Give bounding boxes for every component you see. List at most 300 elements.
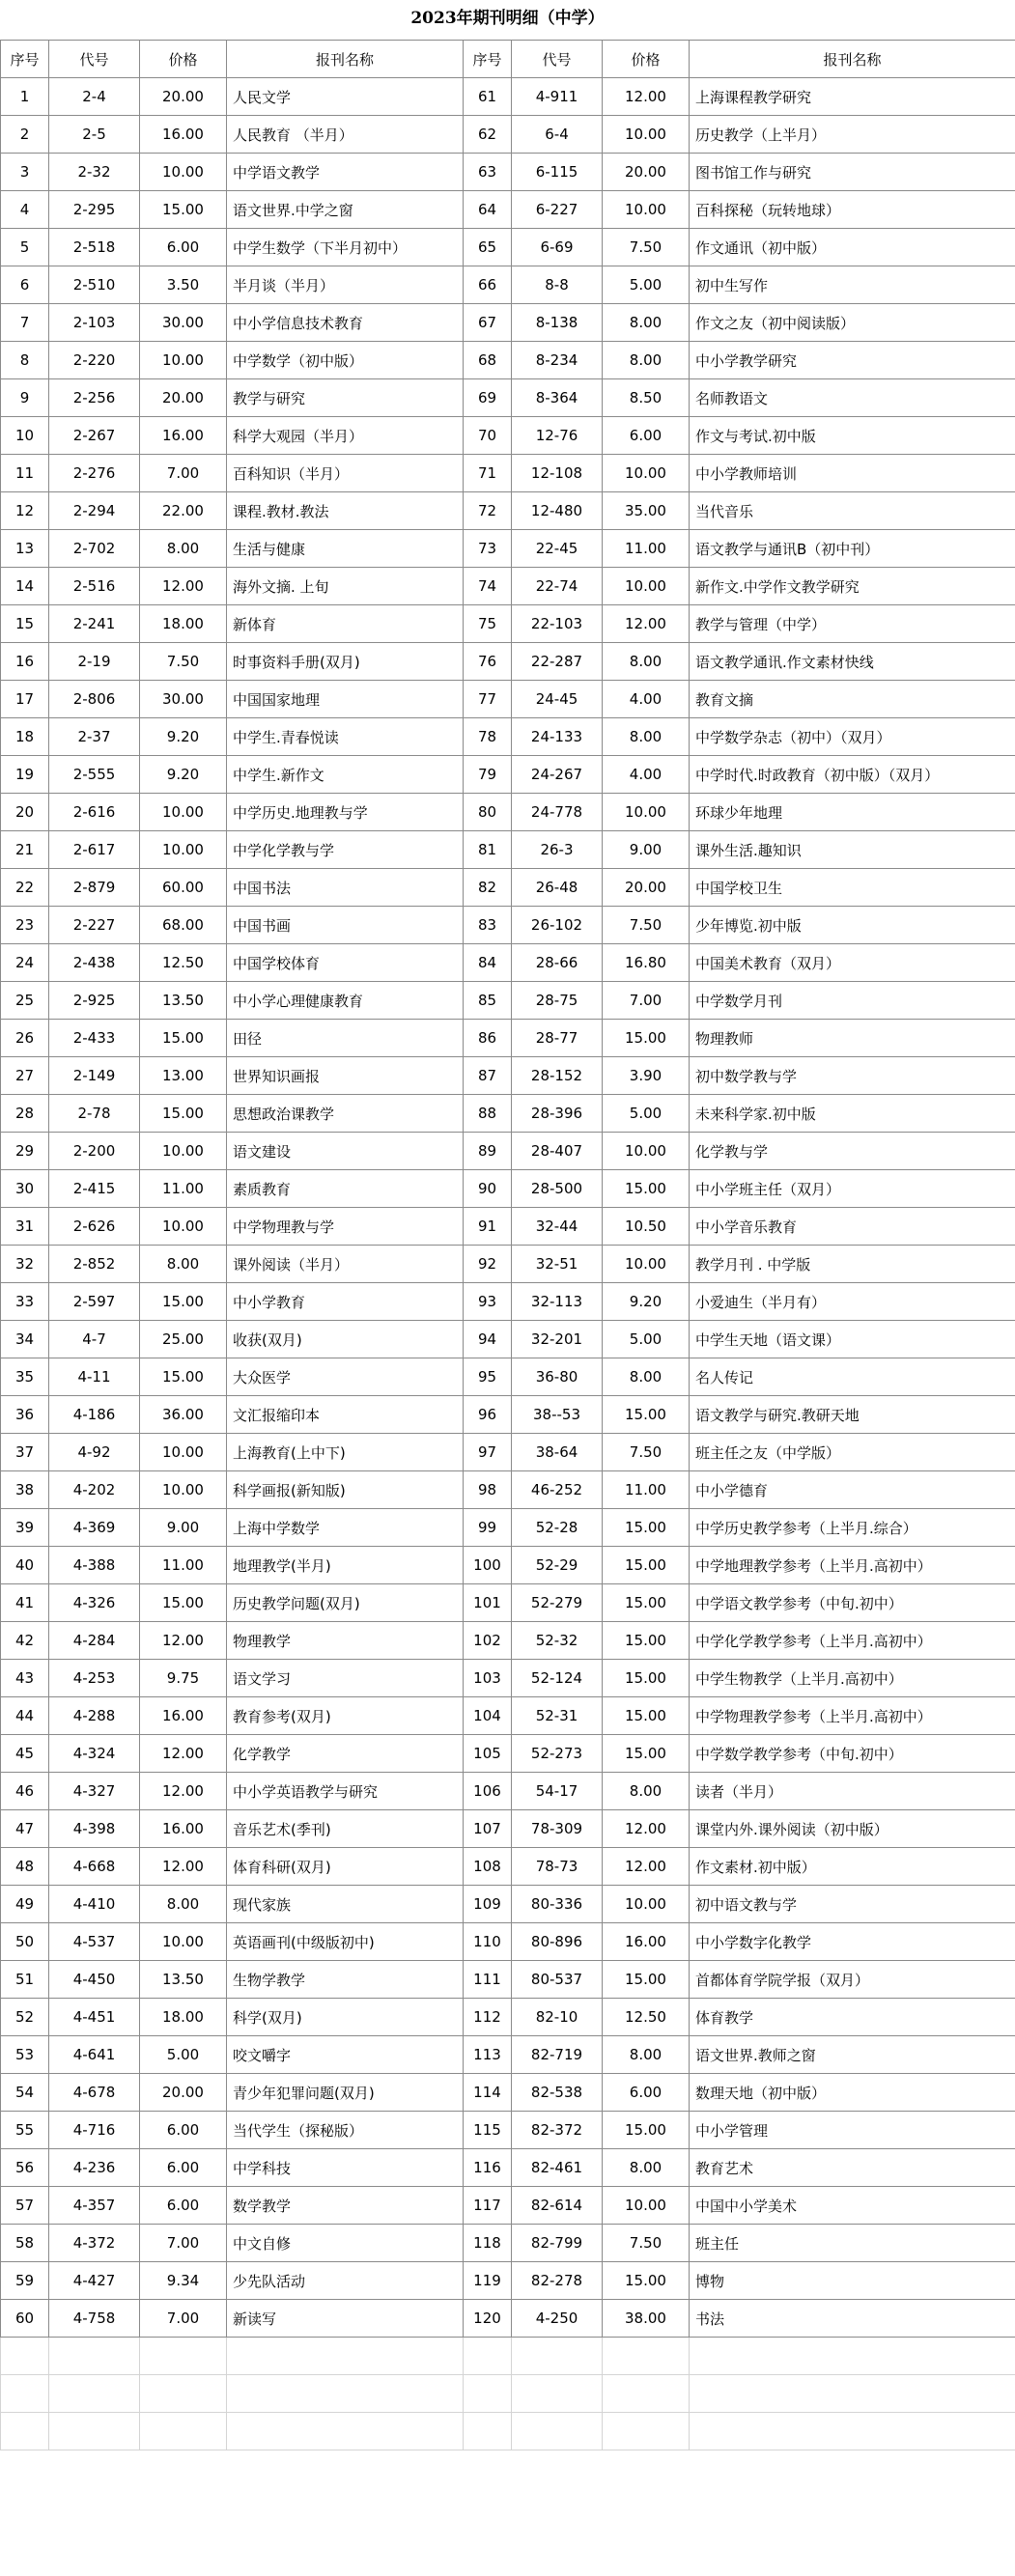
code-cell: 8-234 (512, 342, 603, 379)
table-row (1, 1246, 1015, 1283)
row-number-cell: 66 (464, 266, 512, 304)
row-number-cell: 17 (1, 681, 49, 718)
title-cell: 中学科技 (227, 2149, 464, 2187)
code-cell: 32-113 (512, 1283, 603, 1321)
price-cell: 15.00 (140, 1095, 227, 1133)
empty-cell (603, 2413, 690, 2450)
title-cell: 语文世界.教师之窗 (690, 2036, 1015, 2074)
empty-cell (227, 2338, 464, 2375)
row-number-cell: 96 (464, 1396, 512, 1434)
price-cell: 12.00 (603, 1848, 690, 1886)
table-row (1, 116, 1015, 154)
title-cell: 名师教语文 (690, 379, 1015, 417)
price-cell: 10.00 (603, 568, 690, 605)
title-cell: 环球少年地理 (690, 794, 1015, 831)
table-row (1, 1471, 1015, 1509)
empty-cell (1, 2338, 49, 2375)
row-number-cell: 35 (1, 1358, 49, 1396)
title-cell: 上海课程教学研究 (690, 78, 1015, 116)
title-cell: 班主任之友（中学版） (690, 1434, 1015, 1471)
price-cell: 7.50 (603, 1434, 690, 1471)
price-cell: 12.00 (140, 1622, 227, 1660)
row-number-cell: 87 (464, 1057, 512, 1095)
price-cell: 18.00 (140, 1999, 227, 2036)
code-cell: 36-80 (512, 1358, 603, 1396)
code-cell: 8-364 (512, 379, 603, 417)
code-cell: 82-614 (512, 2187, 603, 2225)
row-number-cell: 51 (1, 1961, 49, 1999)
row-number-cell: 45 (1, 1735, 49, 1773)
row-number-cell: 26 (1, 1020, 49, 1057)
row-number-cell: 64 (464, 191, 512, 229)
code-cell: 2-200 (49, 1133, 140, 1170)
row-number-cell: 4 (1, 191, 49, 229)
code-cell: 2-37 (49, 718, 140, 756)
row-number-cell: 2 (1, 116, 49, 154)
price-cell: 7.50 (603, 907, 690, 944)
code-cell: 28-152 (512, 1057, 603, 1095)
row-number-cell: 116 (464, 2149, 512, 2187)
title-cell: 化学教与学 (690, 1133, 1015, 1170)
empty-cell (464, 2375, 512, 2413)
row-number-cell: 94 (464, 1321, 512, 1358)
row-number-cell: 101 (464, 1584, 512, 1622)
empty-cell (227, 2375, 464, 2413)
row-number-cell: 28 (1, 1095, 49, 1133)
table-row (1, 1660, 1015, 1697)
table-row (1, 1848, 1015, 1886)
price-cell: 6.00 (603, 417, 690, 455)
row-number-cell: 97 (464, 1434, 512, 1471)
price-cell: 7.00 (140, 2225, 227, 2262)
header-row (1, 41, 1015, 78)
title-cell: 作文通讯（初中版） (690, 229, 1015, 266)
row-number-cell: 39 (1, 1509, 49, 1547)
code-cell: 4-327 (49, 1773, 140, 1810)
price-cell: 7.50 (603, 2225, 690, 2262)
price-cell: 68.00 (140, 907, 227, 944)
empty-row (1, 2413, 1015, 2450)
empty-cell (140, 2375, 227, 2413)
table-row (1, 417, 1015, 455)
empty-cell (140, 2413, 227, 2450)
price-cell: 8.00 (603, 2036, 690, 2074)
price-cell: 12.00 (140, 1735, 227, 1773)
title-cell: 新作文.中学作文教学研究 (690, 568, 1015, 605)
title-cell: 现代家族 (227, 1886, 464, 1923)
row-number-cell: 71 (464, 455, 512, 492)
code-cell: 78-73 (512, 1848, 603, 1886)
title-cell: 数学教学 (227, 2187, 464, 2225)
title-cell: 中国学校体育 (227, 944, 464, 982)
title-cell: 初中数学教与学 (690, 1057, 1015, 1095)
price-cell: 15.00 (603, 1584, 690, 1622)
title-cell: 科学(双月) (227, 1999, 464, 2036)
title-cell: 中学生天地（语文课） (690, 1321, 1015, 1358)
price-cell: 15.00 (140, 191, 227, 229)
row-number-cell: 27 (1, 1057, 49, 1095)
price-cell: 7.00 (140, 455, 227, 492)
row-number-cell: 41 (1, 1584, 49, 1622)
title-cell: 语文学习 (227, 1660, 464, 1697)
table-row (1, 1961, 1015, 1999)
row-number-cell: 25 (1, 982, 49, 1020)
price-cell: 5.00 (603, 1095, 690, 1133)
header-cell: 价格 (603, 41, 690, 78)
table-row (1, 530, 1015, 568)
price-cell: 8.50 (603, 379, 690, 417)
title-cell: 课外生活.趣知识 (690, 831, 1015, 869)
title-cell: 人民教育 （半月） (227, 116, 464, 154)
table-row (1, 154, 1015, 191)
title-cell: 中学语文教学参考（中旬.初中） (690, 1584, 1015, 1622)
price-cell: 10.00 (140, 1133, 227, 1170)
title-cell: 化学教学 (227, 1735, 464, 1773)
title-cell: 数理天地（初中版） (690, 2074, 1015, 2112)
title-cell: 读者（半月） (690, 1773, 1015, 1810)
row-number-cell: 68 (464, 342, 512, 379)
price-cell: 8.00 (140, 1886, 227, 1923)
title-cell: 思想政治课教学 (227, 1095, 464, 1133)
empty-cell (464, 2413, 512, 2450)
row-number-cell: 98 (464, 1471, 512, 1509)
table-row (1, 1057, 1015, 1095)
title-cell: 中小学教育 (227, 1283, 464, 1321)
price-cell: 15.00 (140, 1358, 227, 1396)
table-row (1, 794, 1015, 831)
title-cell: 半月谈（半月） (227, 266, 464, 304)
price-cell: 8.00 (603, 342, 690, 379)
sheet-title: 2023年期刊明细（中学） (410, 9, 605, 28)
empty-cell (49, 2375, 140, 2413)
price-cell: 10.00 (140, 1471, 227, 1509)
price-cell: 15.00 (140, 1020, 227, 1057)
code-cell: 22-287 (512, 643, 603, 681)
title-cell: 书法 (690, 2300, 1015, 2338)
table-row (1, 1283, 1015, 1321)
code-cell: 4-202 (49, 1471, 140, 1509)
row-number-cell: 103 (464, 1660, 512, 1697)
price-cell: 15.00 (603, 1509, 690, 1547)
price-cell: 22.00 (140, 492, 227, 530)
row-number-cell: 14 (1, 568, 49, 605)
price-cell: 10.00 (140, 1434, 227, 1471)
row-number-cell: 82 (464, 869, 512, 907)
price-cell: 6.00 (140, 229, 227, 266)
title-cell: 中国书画 (227, 907, 464, 944)
table-row (1, 718, 1015, 756)
title-cell: 中小学教学研究 (690, 342, 1015, 379)
title-cell: 中国中小学美术 (690, 2187, 1015, 2225)
title-cell: 初中语文教与学 (690, 1886, 1015, 1923)
code-cell: 2-294 (49, 492, 140, 530)
code-cell: 2-879 (49, 869, 140, 907)
table-row (1, 1547, 1015, 1584)
code-cell: 4-410 (49, 1886, 140, 1923)
title-cell: 中学数学（初中版） (227, 342, 464, 379)
code-cell: 4-186 (49, 1396, 140, 1434)
price-cell: 11.00 (140, 1547, 227, 1584)
title-cell: 中国书法 (227, 869, 464, 907)
price-cell: 12.00 (140, 568, 227, 605)
title-cell: 中小学德育 (690, 1471, 1015, 1509)
row-number-cell: 92 (464, 1246, 512, 1283)
row-number-cell: 24 (1, 944, 49, 982)
price-cell: 10.00 (603, 191, 690, 229)
row-number-cell: 110 (464, 1923, 512, 1961)
title-cell: 收获(双月) (227, 1321, 464, 1358)
table-row (1, 1886, 1015, 1923)
title-cell: 英语画刊(中级版初中) (227, 1923, 464, 1961)
price-cell: 12.50 (140, 944, 227, 982)
table-row (1, 304, 1015, 342)
row-number-cell: 42 (1, 1622, 49, 1660)
row-number-cell: 22 (1, 869, 49, 907)
title-cell: 中学数学教学参考（中旬.初中） (690, 1735, 1015, 1773)
code-cell: 4-758 (49, 2300, 140, 2338)
title-cell: 中国美术教育（双月） (690, 944, 1015, 982)
row-number-cell: 105 (464, 1735, 512, 1773)
table-row (1, 756, 1015, 794)
row-number-cell: 107 (464, 1810, 512, 1848)
code-cell: 4-911 (512, 78, 603, 116)
row-number-cell: 108 (464, 1848, 512, 1886)
code-cell: 26-48 (512, 869, 603, 907)
code-cell: 6-227 (512, 191, 603, 229)
title-cell: 海外文摘. 上旬 (227, 568, 464, 605)
code-cell: 24-267 (512, 756, 603, 794)
title-cell: 中小学班主任（双月） (690, 1170, 1015, 1208)
code-cell: 2-433 (49, 1020, 140, 1057)
row-number-cell: 32 (1, 1246, 49, 1283)
code-cell: 28-77 (512, 1020, 603, 1057)
price-cell: 20.00 (140, 379, 227, 417)
row-number-cell: 81 (464, 831, 512, 869)
row-number-cell: 93 (464, 1283, 512, 1321)
code-cell: 32-201 (512, 1321, 603, 1358)
row-number-cell: 95 (464, 1358, 512, 1396)
code-cell: 26-102 (512, 907, 603, 944)
title-cell: 物理教师 (690, 1020, 1015, 1057)
row-number-cell: 61 (464, 78, 512, 116)
table-row (1, 1810, 1015, 1848)
title-cell: 新体育 (227, 605, 464, 643)
table-row (1, 1434, 1015, 1471)
title-cell: 中学数学杂志（初中）（双月） (690, 718, 1015, 756)
row-number-cell: 111 (464, 1961, 512, 1999)
row-number-cell: 117 (464, 2187, 512, 2225)
price-cell: 16.00 (140, 116, 227, 154)
price-cell: 5.00 (603, 1321, 690, 1358)
row-number-cell: 21 (1, 831, 49, 869)
row-number-cell: 30 (1, 1170, 49, 1208)
table-row (1, 1095, 1015, 1133)
price-cell: 9.00 (140, 1509, 227, 1547)
code-cell: 4-398 (49, 1810, 140, 1848)
price-cell: 10.50 (603, 1208, 690, 1246)
row-number-cell: 113 (464, 2036, 512, 2074)
price-cell: 7.00 (603, 982, 690, 1020)
title-cell: 百科知识（半月） (227, 455, 464, 492)
table-row (1, 1773, 1015, 1810)
empty-row (1, 2338, 1015, 2375)
code-cell: 4-284 (49, 1622, 140, 1660)
title-cell: 少先队活动 (227, 2262, 464, 2300)
title-cell: 语文教学与研究.教研天地 (690, 1396, 1015, 1434)
row-number-cell: 3 (1, 154, 49, 191)
title-cell: 百科探秘（玩转地球） (690, 191, 1015, 229)
code-cell: 4-357 (49, 2187, 140, 2225)
row-number-cell: 31 (1, 1208, 49, 1246)
table-row (1, 1321, 1015, 1358)
title-cell: 初中生写作 (690, 266, 1015, 304)
code-cell: 2-516 (49, 568, 140, 605)
table-row (1, 1208, 1015, 1246)
price-cell: 12.00 (603, 78, 690, 116)
price-cell: 13.50 (140, 982, 227, 1020)
title-cell: 教学与管理（中学） (690, 605, 1015, 643)
code-cell: 4-716 (49, 2112, 140, 2149)
table-row (1, 1999, 1015, 2036)
table-row (1, 869, 1015, 907)
row-number-cell: 23 (1, 907, 49, 944)
code-cell: 2-4 (49, 78, 140, 116)
price-cell: 9.20 (603, 1283, 690, 1321)
header-cell: 序号 (1, 41, 49, 78)
title-cell: 文汇报缩印本 (227, 1396, 464, 1434)
empty-cell (49, 2338, 140, 2375)
title-cell: 中小学教师培训 (690, 455, 1015, 492)
header-cell: 序号 (464, 41, 512, 78)
price-cell: 8.00 (603, 2149, 690, 2187)
code-cell: 46-252 (512, 1471, 603, 1509)
row-number-cell: 80 (464, 794, 512, 831)
code-cell: 32-51 (512, 1246, 603, 1283)
code-cell: 4-369 (49, 1509, 140, 1547)
title-cell: 教育参考(双月) (227, 1697, 464, 1735)
row-number-cell: 60 (1, 2300, 49, 2338)
code-cell: 52-124 (512, 1660, 603, 1697)
row-number-cell: 70 (464, 417, 512, 455)
empty-cell (512, 2375, 603, 2413)
title-cell: 中学物理教学参考（上半月.高初中） (690, 1697, 1015, 1735)
title-cell: 作文之友（初中阅读版） (690, 304, 1015, 342)
price-cell: 15.00 (603, 1020, 690, 1057)
code-cell: 8-8 (512, 266, 603, 304)
price-cell: 8.00 (140, 1246, 227, 1283)
row-number-cell: 16 (1, 643, 49, 681)
code-cell: 22-74 (512, 568, 603, 605)
code-cell: 4-641 (49, 2036, 140, 2074)
row-number-cell: 89 (464, 1133, 512, 1170)
title-cell: 时事资料手册(双月) (227, 643, 464, 681)
code-cell: 2-626 (49, 1208, 140, 1246)
row-number-cell: 59 (1, 2262, 49, 2300)
price-cell: 20.00 (140, 78, 227, 116)
table-row (1, 681, 1015, 718)
row-number-cell: 5 (1, 229, 49, 266)
title-cell: 作文素材.初中版） (690, 1848, 1015, 1886)
code-cell: 4-451 (49, 1999, 140, 2036)
code-cell: 6-4 (512, 116, 603, 154)
code-cell: 22-45 (512, 530, 603, 568)
price-cell: 15.00 (603, 1547, 690, 1584)
price-cell: 15.00 (140, 1584, 227, 1622)
title-cell: 博物 (690, 2262, 1015, 2300)
empty-cell (227, 2413, 464, 2450)
empty-cell (690, 2375, 1015, 2413)
code-cell: 52-273 (512, 1735, 603, 1773)
title-cell: 教学月刊 . 中学版 (690, 1246, 1015, 1283)
table-row (1, 1133, 1015, 1170)
row-number-cell: 119 (464, 2262, 512, 2300)
table-row (1, 605, 1015, 643)
code-cell: 2-220 (49, 342, 140, 379)
row-number-cell: 50 (1, 1923, 49, 1961)
price-cell: 12.00 (603, 1810, 690, 1848)
code-cell: 38-64 (512, 1434, 603, 1471)
table-row (1, 1584, 1015, 1622)
price-cell: 16.00 (140, 1810, 227, 1848)
code-cell: 4-324 (49, 1735, 140, 1773)
code-cell: 2-510 (49, 266, 140, 304)
price-cell: 10.00 (603, 1886, 690, 1923)
title-cell: 中小学管理 (690, 2112, 1015, 2149)
title-cell: 中小学心理健康教育 (227, 982, 464, 1020)
code-cell: 80-537 (512, 1961, 603, 1999)
empty-cell (1, 2413, 49, 2450)
title-cell: 中学物理教与学 (227, 1208, 464, 1246)
code-cell: 28-407 (512, 1133, 603, 1170)
row-number-cell: 72 (464, 492, 512, 530)
price-cell: 12.00 (603, 605, 690, 643)
price-cell: 7.50 (140, 643, 227, 681)
header-cell: 报刊名称 (690, 41, 1015, 78)
title-cell: 中学历史.地理教与学 (227, 794, 464, 831)
price-cell: 4.00 (603, 681, 690, 718)
row-number-cell: 20 (1, 794, 49, 831)
price-cell: 35.00 (603, 492, 690, 530)
table-row (1, 2074, 1015, 2112)
code-cell: 4-678 (49, 2074, 140, 2112)
price-cell: 12.50 (603, 1999, 690, 2036)
price-cell: 10.00 (140, 1208, 227, 1246)
price-cell: 15.00 (603, 2112, 690, 2149)
title-cell: 地理教学(半月) (227, 1547, 464, 1584)
price-cell: 6.00 (140, 2149, 227, 2187)
price-cell: 15.00 (603, 2262, 690, 2300)
empty-cell (512, 2413, 603, 2450)
code-cell: 4-92 (49, 1434, 140, 1471)
row-number-cell: 6 (1, 266, 49, 304)
title-cell: 中学化学教学参考（上半月.高初中） (690, 1622, 1015, 1660)
row-number-cell: 13 (1, 530, 49, 568)
title-cell: 语文教学通讯.作文素材快线 (690, 643, 1015, 681)
row-number-cell: 47 (1, 1810, 49, 1848)
title-cell: 中小学数字化教学 (690, 1923, 1015, 1961)
code-cell: 28-500 (512, 1170, 603, 1208)
price-cell: 13.00 (140, 1057, 227, 1095)
code-cell: 12-108 (512, 455, 603, 492)
table-row (1, 568, 1015, 605)
title-cell: 科学画报(新知版) (227, 1471, 464, 1509)
title-cell: 少年博览.初中版 (690, 907, 1015, 944)
title-cell: 中学地理教学参考（上半月.高初中） (690, 1547, 1015, 1584)
price-cell: 9.75 (140, 1660, 227, 1697)
price-cell: 8.00 (603, 304, 690, 342)
code-cell: 2-617 (49, 831, 140, 869)
table-row (1, 191, 1015, 229)
